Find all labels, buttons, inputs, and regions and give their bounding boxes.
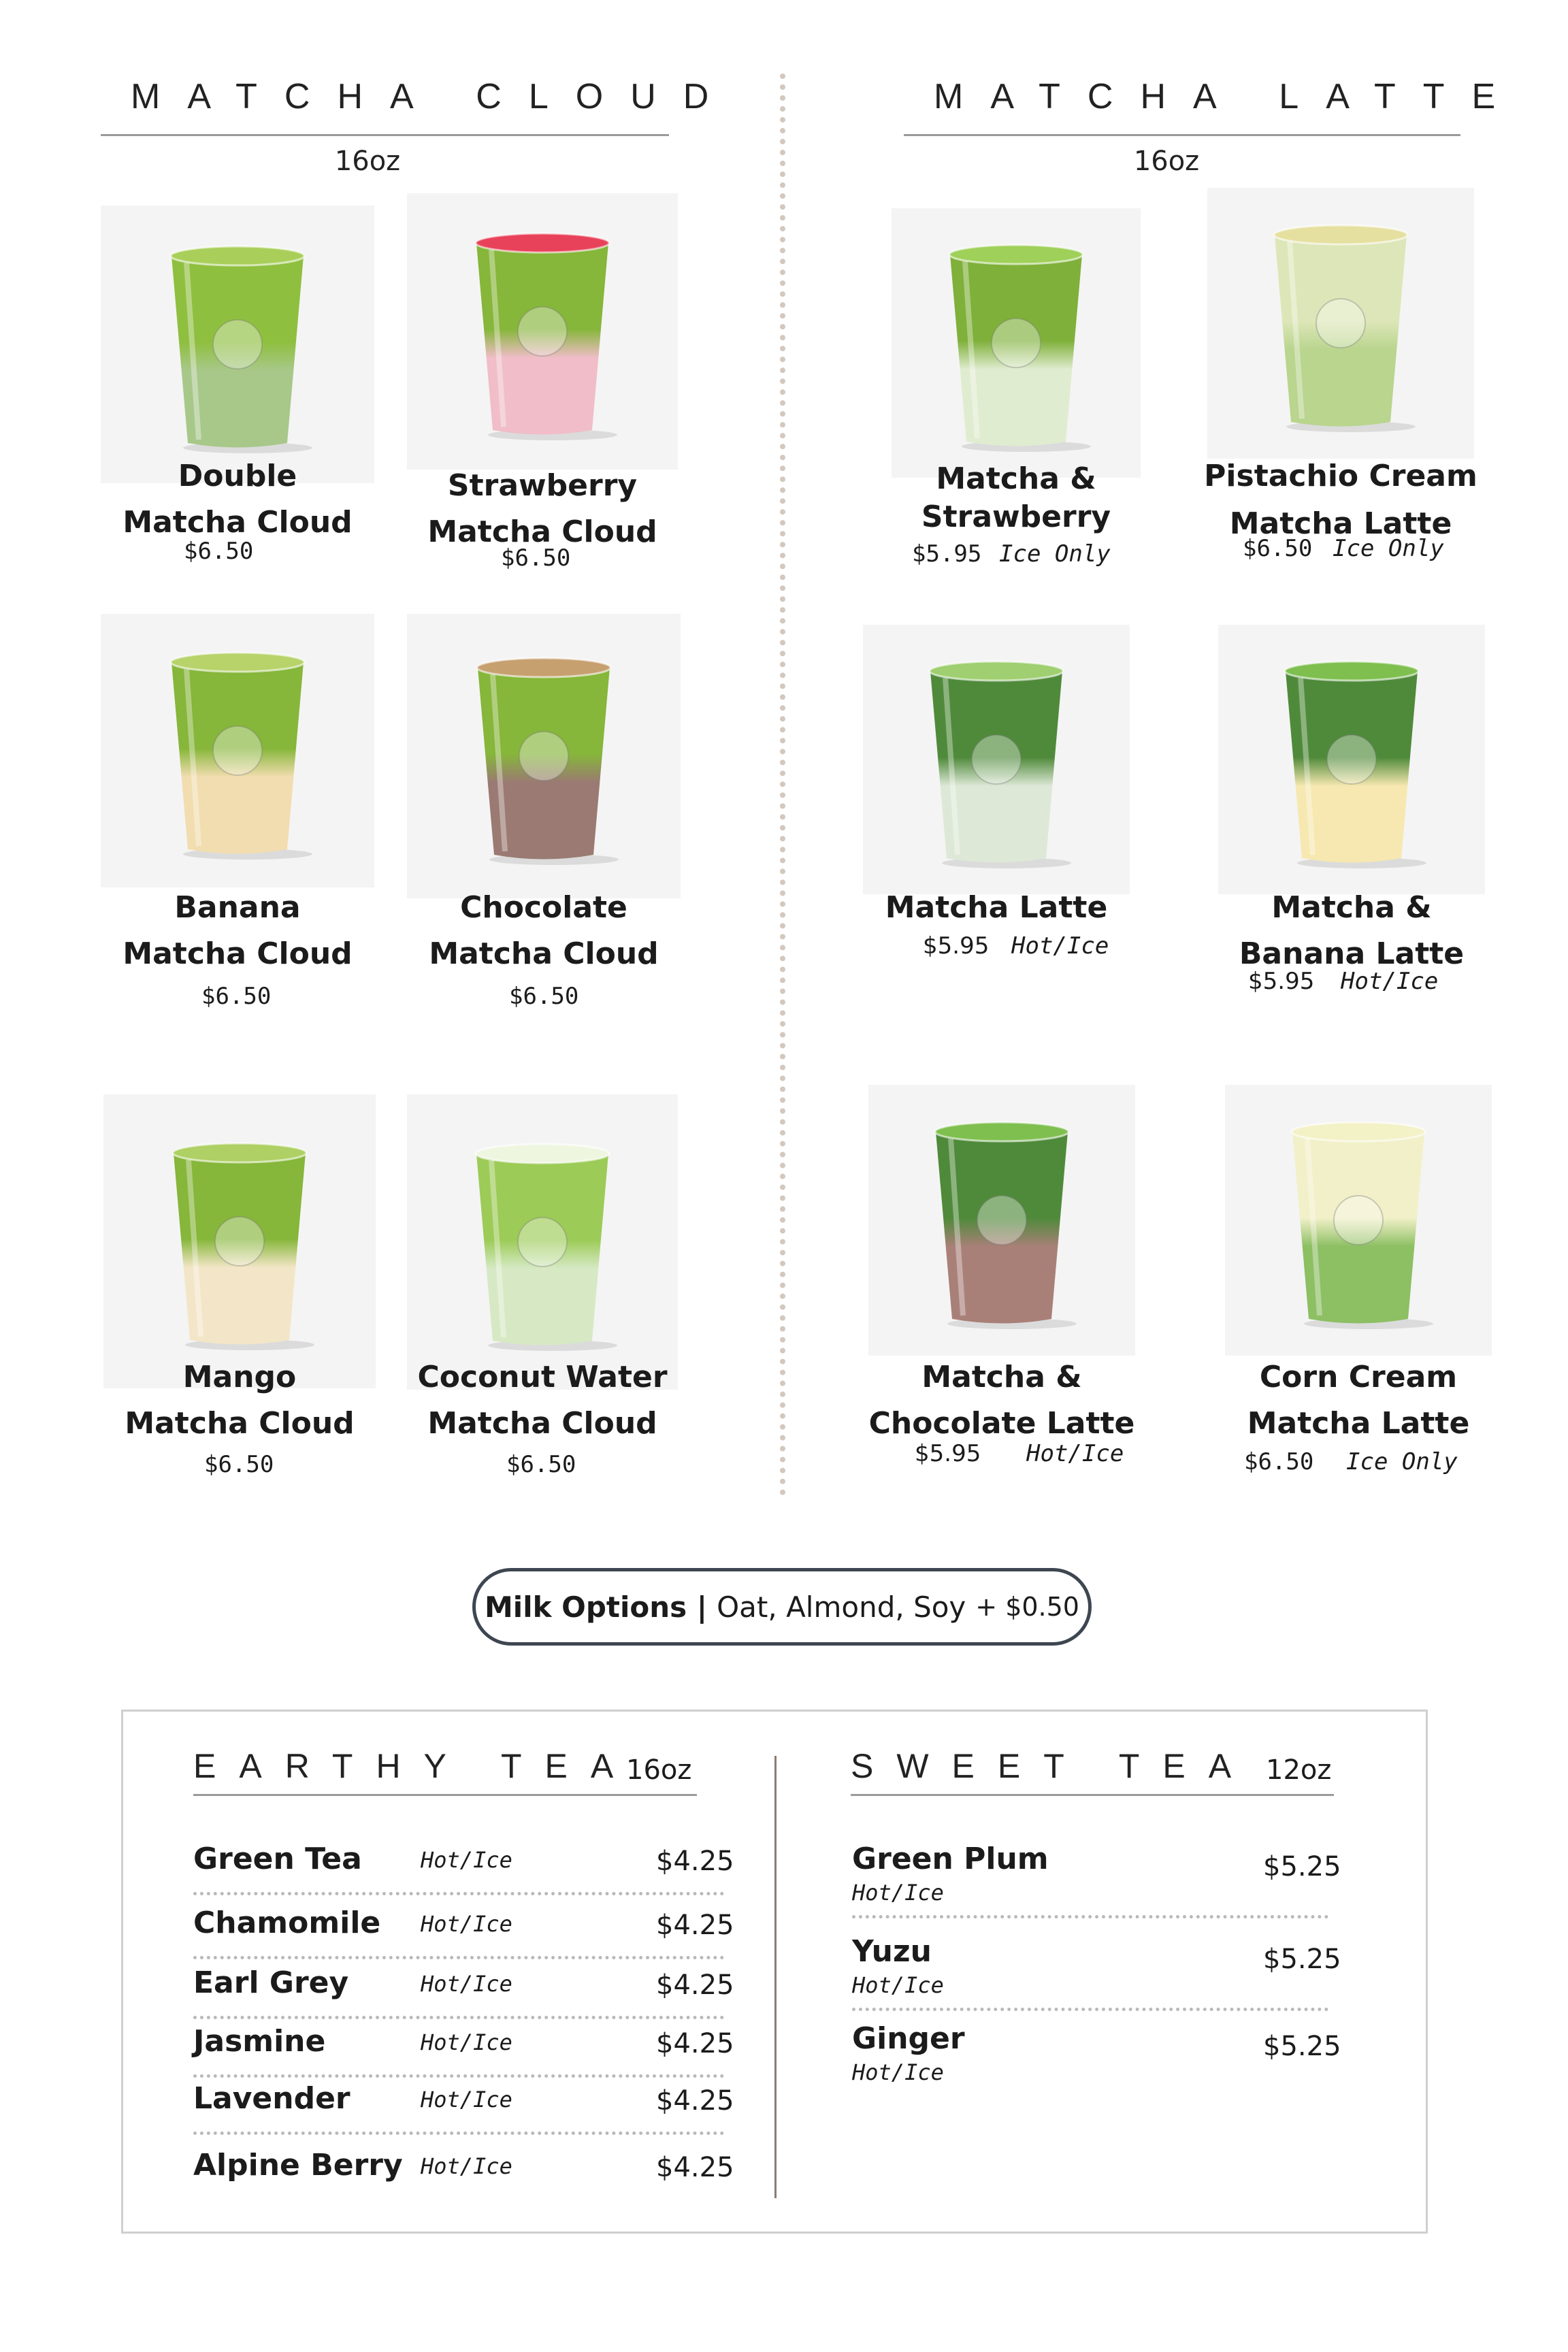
latte-price: $5.95: [923, 932, 990, 960]
sweet-tea-separator: [852, 1915, 1328, 1918]
earthy-tea-price: $4.25: [656, 1970, 734, 2001]
latte-name-line1: Matcha &: [921, 1360, 1082, 1394]
sweet-tea-rule: [851, 1794, 1334, 1796]
cloud-price: $6.50: [509, 983, 579, 1010]
earthy-tea-option: Hot/Ice: [421, 2153, 512, 2179]
latte-name-line2: Strawberry: [921, 500, 1111, 534]
earthy-tea-title: EARTHY TEA: [193, 1747, 637, 1785]
drink-cup-image: [1262, 214, 1419, 432]
cloud-name-line1: Mango: [182, 1360, 297, 1394]
earthy-tea-price: $4.25: [656, 1846, 734, 1877]
earthy-tea-option: Hot/Ice: [421, 2029, 512, 2055]
latte-price: $5.95: [1248, 968, 1315, 995]
cloud-photo: [101, 614, 374, 887]
cloud-price: $6.50: [204, 1451, 274, 1478]
cloud-name-line1: Double: [178, 459, 297, 493]
drink-cup-image: [924, 1111, 1080, 1329]
cloud-price: $6.50: [184, 538, 254, 565]
latte-name-line2: Matcha Latte: [1229, 506, 1452, 541]
latte-price: $6.50: [1244, 1448, 1314, 1475]
sweet-tea-price: $5.25: [1263, 1851, 1341, 1882]
column-divider: [780, 74, 785, 1496]
drink-cup-image: [159, 642, 316, 860]
earthy-tea-name: Lavender: [193, 2081, 350, 2116]
cloud-photo: [407, 193, 678, 470]
earthy-tea-price: $4.25: [656, 1910, 734, 1941]
cloud-price: $6.50: [506, 1451, 576, 1478]
milk-options-price: + $0.50: [975, 1592, 1079, 1622]
cloud-name-line2: Matcha Cloud: [427, 514, 657, 549]
earthy-tea-option: Hot/Ice: [421, 1971, 512, 1997]
earthy-tea-option: Hot/Ice: [421, 2087, 512, 2112]
cloud-name-line2: Matcha Cloud: [125, 1406, 355, 1441]
sweet-tea-separator: [852, 2008, 1328, 2011]
tea-divider: [774, 1756, 777, 2198]
sweet-tea-name: Ginger: [852, 2021, 965, 2056]
milk-options-pill: [472, 1568, 1092, 1646]
earthy-tea-option: Hot/Ice: [421, 1847, 512, 1873]
sweet-tea-option: Hot/Ice: [852, 1972, 944, 1998]
cloud-price: $6.50: [201, 983, 272, 1010]
latte-price: $6.50: [1243, 535, 1313, 562]
sweet-tea-price: $5.25: [1263, 2031, 1341, 2062]
latte-serving-option: Hot/Ice: [1011, 932, 1109, 960]
drink-cup-image: [159, 235, 316, 453]
latte-photo: [1207, 188, 1474, 459]
latte-serving-option: Hot/Ice: [1341, 968, 1439, 995]
earthy-tea-size: 16oz: [626, 1754, 692, 1786]
latte-name-line2: Chocolate Latte: [868, 1406, 1135, 1441]
cloud-photo: [101, 206, 374, 483]
sweet-tea-option: Hot/Ice: [852, 1880, 944, 1906]
cloud-photo: [407, 1094, 678, 1390]
cloud-name-line2: Matcha Cloud: [122, 505, 353, 540]
cloud-name-line2: Matcha Cloud: [122, 936, 353, 971]
latte-photo: [868, 1085, 1135, 1356]
earthy-tea-separator: [193, 1956, 724, 1959]
matcha-cloud-rule: [101, 134, 669, 136]
latte-serving-option: Ice Only: [1346, 1448, 1458, 1475]
latte-serving-option: Ice Only: [1333, 535, 1444, 562]
matcha-latte-size: 16oz: [1133, 146, 1200, 177]
latte-photo: [863, 625, 1130, 894]
latte-photo: [1225, 1085, 1492, 1356]
earthy-tea-rule: [193, 1794, 697, 1796]
matcha-cloud-size: 16oz: [334, 146, 401, 177]
cloud-name-line1: Chocolate: [460, 890, 627, 925]
earthy-tea-name: Chamomile: [193, 1906, 381, 1940]
sweet-tea-size: 12oz: [1266, 1754, 1332, 1786]
cloud-name-line1: Coconut Water: [417, 1360, 668, 1394]
matcha-latte-title: MATCHA LATTE: [934, 77, 1523, 116]
latte-photo: [1218, 625, 1485, 894]
milk-options-values: Oat, Almond, Soy: [717, 1590, 966, 1624]
cloud-name-line2: Matcha Cloud: [427, 1406, 657, 1441]
latte-serving-option: Hot/Ice: [1026, 1440, 1124, 1467]
cloud-photo: [103, 1094, 376, 1388]
cloud-photo: [407, 614, 681, 898]
earthy-tea-price: $4.25: [656, 2028, 734, 2059]
cloud-name-line1: Strawberry: [447, 468, 638, 503]
earthy-tea-price: $4.25: [656, 2085, 734, 2117]
earthy-tea-option: Hot/Ice: [421, 1911, 512, 1937]
latte-serving-option: Ice Only: [999, 540, 1111, 568]
cloud-name-line2: Matcha Cloud: [429, 936, 659, 971]
latte-name-line1: Matcha Latte: [885, 890, 1108, 925]
latte-name-line1: Pistachio Cream: [1204, 459, 1477, 493]
earthy-tea-name: Green Tea: [193, 1842, 362, 1876]
earthy-tea-separator: [193, 2132, 724, 2135]
drink-cup-image: [161, 1132, 318, 1350]
sweet-tea-name: Green Plum: [852, 1842, 1049, 1876]
matcha-cloud-title: MATCHA CLOUD: [131, 77, 736, 116]
drink-cup-image: [938, 234, 1094, 452]
sweet-tea-price: $5.25: [1263, 1944, 1341, 1975]
earthy-tea-price: $4.25: [656, 2152, 734, 2183]
drink-cup-image: [1280, 1111, 1437, 1329]
drink-cup-image: [464, 223, 621, 440]
earthy-tea-name: Jasmine: [193, 2024, 326, 2059]
latte-name-line1: Matcha &: [936, 461, 1096, 496]
latte-name-line2: Banana Latte: [1239, 936, 1465, 971]
cloud-name-line1: Banana: [174, 890, 301, 925]
sweet-tea-option: Hot/Ice: [852, 2059, 944, 2085]
milk-options-label: Milk Options |: [485, 1590, 708, 1624]
drink-cup-image: [466, 647, 622, 865]
latte-name-line1: Corn Cream: [1259, 1360, 1458, 1394]
latte-photo: [892, 208, 1141, 478]
earthy-tea-separator: [193, 2074, 724, 2078]
drink-cup-image: [918, 651, 1075, 868]
sweet-tea-title: SWEET TEA: [851, 1747, 1255, 1785]
latte-name-line1: Matcha &: [1271, 890, 1432, 925]
latte-price: $5.95: [912, 540, 982, 568]
drink-cup-image: [464, 1133, 621, 1351]
earthy-tea-name: Alpine Berry: [193, 2148, 403, 2183]
matcha-latte-rule: [904, 134, 1460, 136]
cloud-price: $6.50: [501, 544, 571, 572]
earthy-tea-name: Earl Grey: [193, 1965, 349, 2000]
sweet-tea-name: Yuzu: [852, 1934, 932, 1969]
earthy-tea-separator: [193, 1892, 724, 1895]
latte-price: $5.95: [915, 1440, 981, 1467]
earthy-tea-separator: [193, 2016, 724, 2019]
drink-cup-image: [1273, 651, 1430, 868]
latte-name-line2: Matcha Latte: [1247, 1406, 1470, 1441]
